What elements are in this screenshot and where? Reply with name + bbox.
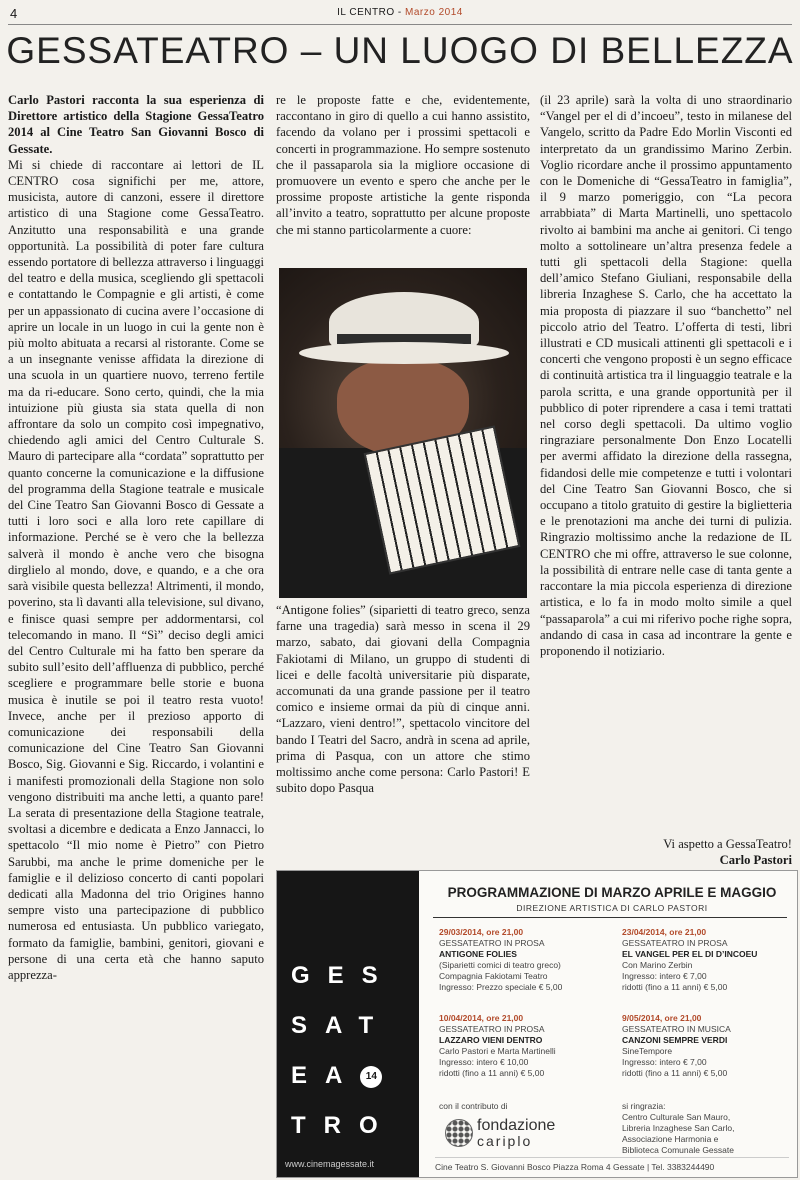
sponsor-name-line1: fondazione [477, 1117, 556, 1134]
header-rule [8, 24, 792, 25]
thanks-line: Associazione Harmonia e [622, 1134, 719, 1144]
ad-website: www.cinemagessate.it [285, 1159, 375, 1169]
event-detail: Ingresso: intero € 7,00 [622, 971, 707, 981]
sponsor-mark-icon [445, 1119, 473, 1147]
event-listing [439, 1013, 619, 1079]
event-detail: ridotti (fino a 11 anni) € 5,00 [622, 1068, 728, 1078]
article-column-3 [540, 92, 792, 659]
thanks-line: Libreria Inzaghese San Carlo, [622, 1123, 735, 1133]
venue-footer: Cine Teatro S. Giovanni Bosco Piazza Roma 4 Gessate | Tel. 3383244490 [435, 1157, 789, 1172]
article-column-1 [8, 92, 264, 983]
logo-badge: 14 [360, 1066, 382, 1088]
thanks-line: si ringrazia: [622, 1101, 666, 1111]
event-detail: ridotti (fino a 11 anni) € 5,00 [439, 1068, 545, 1078]
thanks-line: Biblioteca Comunale Gessate [622, 1145, 734, 1155]
logo-row: SAT [291, 1012, 392, 1039]
article-photo [279, 268, 527, 598]
ad-logo-panel [277, 871, 419, 1177]
event-detail: SineTempore [622, 1046, 673, 1056]
event-listing [622, 1013, 800, 1079]
event-listing [622, 927, 800, 993]
page-number: 4 [10, 6, 18, 21]
event-title: EL VANGEL PER EL DI D’INCOEU [622, 949, 758, 959]
event-date: 23/04/2014, ore 21,00 [622, 927, 707, 937]
event-detail: Ingresso: Prezzo speciale € 5,00 [439, 982, 563, 992]
event-listing [439, 927, 619, 993]
article-body-col3: (il 23 aprile) sarà la volta di uno straordinario “Vangel per el di d’incoeu”, testo in milanese del Vangelo, scritto da Padre Edo Morlin Visconti ed interpretato da un grandissimo Marino Zerbin. Voglio ricordare anche il prossimo appuntamento con le Domeniche di “GessaTeatro in famiglia”, il 9 marzo pomeriggio, con “La pecora arrabbiata” di Marta Martinelli, uno spettacolo rivolto ai bambini ma anche ai genitori. Ci tengo molto a sottolineare un’altra presenza fedele a tutti gli spettacoli della Stagione: quella dell’amico Stefano Giuliani, responsabile della libreria Inzaghese S. Carlo, che ha accettato la mia proposta di piazzare il suo “banchetto” nel piccolo atrio del Teatro. L’offerta di testi, libri illustrati e CD musicali attinenti gli spettacoli e i concerti che vengono proposti è un segno efficace di continuità artistica tra il linguaggio teatrale e la parola scritta, e una grande opportunità per il pubblico di poter riprendere a casa i temi trattati nel corso degli spettacoli. Da ultimo voglio ringraziare personalmente Don Enzo Locatelli per avermi affidato la direzione della rassegna, fidandosi delle mie competenze e tutti i volontari del Cine Teatro San Giovanni Bosco, che si occupano a titolo gratuito di gestire la biglietteria e le prenotazioni ma anche dei turni di pulizia. Ringrazio moltissimo anche la redazione de IL CENTRO che mi offre, attraverso le sue colonne, la possibilità di entrare nelle case di tanta gente a raccontare la mia piccola esperienza di direzione artistica, e lo fa in modo molto simile a quel “passaparola” a cui mi riferivo poche righe sopra, andando di casa in casa ad incontrare la gente e proponendo il notiziario. [540, 93, 792, 658]
article-column-2 [276, 92, 530, 238]
event-detail: Ingresso: intero € 10,00 [439, 1057, 529, 1067]
contribution-label: con il contributo di [439, 1101, 508, 1111]
photo-brim-shape [299, 342, 509, 364]
logo-row: GES [291, 962, 396, 989]
program-advertisement [276, 870, 798, 1178]
event-date: 10/04/2014, ore 21,00 [439, 1013, 524, 1023]
article-signoff [540, 836, 792, 868]
page-header [0, 0, 800, 26]
issue-date: Marzo 2014 [405, 7, 463, 18]
article-headline: GESSATEATRO – UN LUOGO DI BELLEZZA [6, 30, 794, 71]
ad-subtitle: DIREZIONE ARTISTICA DI CARLO PASTORI [516, 903, 708, 913]
event-category: GESSATEATRO IN PROSA [439, 1024, 545, 1034]
acknowledgements [622, 1101, 792, 1156]
running-head [0, 7, 800, 18]
author-signature: Carlo Pastori [719, 853, 792, 868]
event-category: GESSATEATRO IN PROSA [439, 938, 545, 948]
logo-row: TRO [291, 1112, 396, 1139]
article-lead: Carlo Pastori racconta la sua esperienza di Direttore artistico della Stagione GessaTeatro 2014 al Cine Teatro San Giovanni Bosco di Gessate. [8, 93, 264, 156]
logo-row [291, 1051, 409, 1101]
sponsor-logo [445, 1117, 585, 1153]
event-detail: (Siparietti comici di teatro greco) [439, 960, 561, 970]
sponsor-name-line2: cariplo [477, 1133, 533, 1149]
event-category: GESSATEATRO IN MUSICA [622, 1024, 731, 1034]
event-detail: Compagnia Fakiotami Teatro [439, 971, 548, 981]
event-category: GESSATEATRO IN PROSA [622, 938, 728, 948]
article-body-col1: Mi si chiede di raccontare ai lettori de IL CENTRO cosa significhi per me, attore, musicista, autore di canzoni, essere il direttore artistico di una Stagione come GessaTeatro. Anzitutto una responsabilità e una grande opportunità. La possibilità di poter fare cultura essendo portatore di bellezza attraverso i linguaggi del teatro e della musica, scegliendo gli spettacoli e contattando le Compagnie e gli artisti, è come per un appassionato di cucina avere l’occasione di aprire un locale in un luogo in cui la gente non è più molto abituata a recarsi al ristorante. Come se a un insegnante venisse affidata la direzione di una scuola in un quartiere nuovo, terreno fertile ma da ri-educare. Sono certo, quindi, che la mia intuizione più giusta sia stata quella di non affrontare da solo un compito così impegnativo, chiedendo agli amici del Centro Culturale S. Mauro di partecipare alla “cordata” soprattutto per quanto concerne la comunicazione e la diffusione del programma della Stagione teatrale e musicale del Cine Teatro San Giovanni Bosco di Gessate a tutti i loro soci e alla loro rete capillare di informazione. Perché se è vero che la bellezza salverà il mondo è anche vero che bisogna dirglielo al mondo, dove, e quando, e a che ora sarà visibile questa bellezza! Altrimenti, il mondo, poverino, sta lì davanti alla televisione, sul divano, e finisce quasi sempre per addormentarsi, col telecomando in mano. Il “Sì” deciso degli amici del Centro Culturale mi ha fatto ben sperare da subito sull’esito dell’affluenza di pubblico, perché scegliere e programmare belle storie e buona musica è inutile se poi il teatro resta vuoto! Invece, anche per il prezioso apporto di comunicazione dei responsabili della comunicazione del Cine Teatro San Giovanni Bosco, Sig. Giovanni e Sig. Riccardo, i volantini e i manifesti promozionali della Stagione non solo vengono distribuiti ma anche letti, a quanto pare! La serata di presentazione della Stagione teatrale, svoltasi a dicembre e dedicata a Enzo Jannacci, lo spettacolo “Il mio nome è Pietro” con Pietro Sarubbi, ma anche le prime domeniche per le famiglie e il delizioso concerto di canti popolari dedicati alla Madonna del trio Origines hanno sempre visto una partecipazione di pubblico numerosa ed entusiasta. Un pubblico variegato, formato da famiglie, bambini, genitori, giovani e persone di una certa età che hanno saputo apprezza- [8, 157, 265, 982]
event-title: ANTIGONE FOLIES [439, 949, 517, 959]
event-date: 29/03/2014, ore 21,00 [439, 927, 524, 937]
event-title: CANZONI SEMPRE VERDI [622, 1035, 728, 1045]
event-title: LAZZARO VIENI DENTRO [439, 1035, 543, 1045]
article-column-2-bottom [276, 602, 530, 796]
logo-row-text: EA [291, 1062, 361, 1089]
event-date: 9/05/2014, ore 21,00 [622, 1013, 702, 1023]
event-detail: ridotti (fino a 11 anni) € 5,00 [622, 982, 728, 992]
article-body-col2-top: re le proposte fatte e che, evidentemente, raccontano in giro di quello a cui hanno assistito, facendo da volano per i prossimi spettacoli e concerti in programmazione. Ho sempre sostenuto che il passaparola sia la migliore occasione di promuovere un evento e spero che anche per le prossime proposte artistiche la gente risponda all’invito a teatro, soprattutto per alcune proposte che mi stanno particolarmente a cuore: [276, 93, 530, 237]
gessateatro-logo [291, 951, 409, 1151]
event-detail: Carlo Pastori e Marta Martinelli [439, 1046, 556, 1056]
thanks-line: Centro Culturale San Mauro, [622, 1112, 731, 1122]
closing-line: Vi aspetto a GessaTeatro! [663, 837, 792, 851]
article-body-col2-bottom: “Antigone folies” (siparietti di teatro greco, senza farne una tragedia) sarà messo in scena il 29 marzo, sabato, dai giovani della Compagnia Fakiotami di Milano, un gruppo di studenti di licei e delle facoltà universitarie più disparate, accomunati da una grande passione per il teatro comico e insieme ormai da più di cinque anni. “Lazzaro, vieni dentro!”, spettacolo vincitore del bando I Teatri del Sacro, andrà in scena ad aprile, prima di Pasqua, con un attore che stimo moltissimo anche come persona: Carlo Pastori! E subito dopo Pasqua [276, 603, 530, 796]
event-detail: Con Marino Zerbin [622, 960, 693, 970]
event-detail: Ingresso: intero € 7,00 [622, 1057, 707, 1067]
ad-divider [433, 917, 787, 918]
ad-title: PROGRAMMAZIONE DI MARZO APRILE E MAGGIO [447, 885, 777, 900]
publication-name: IL CENTRO - [337, 7, 406, 18]
